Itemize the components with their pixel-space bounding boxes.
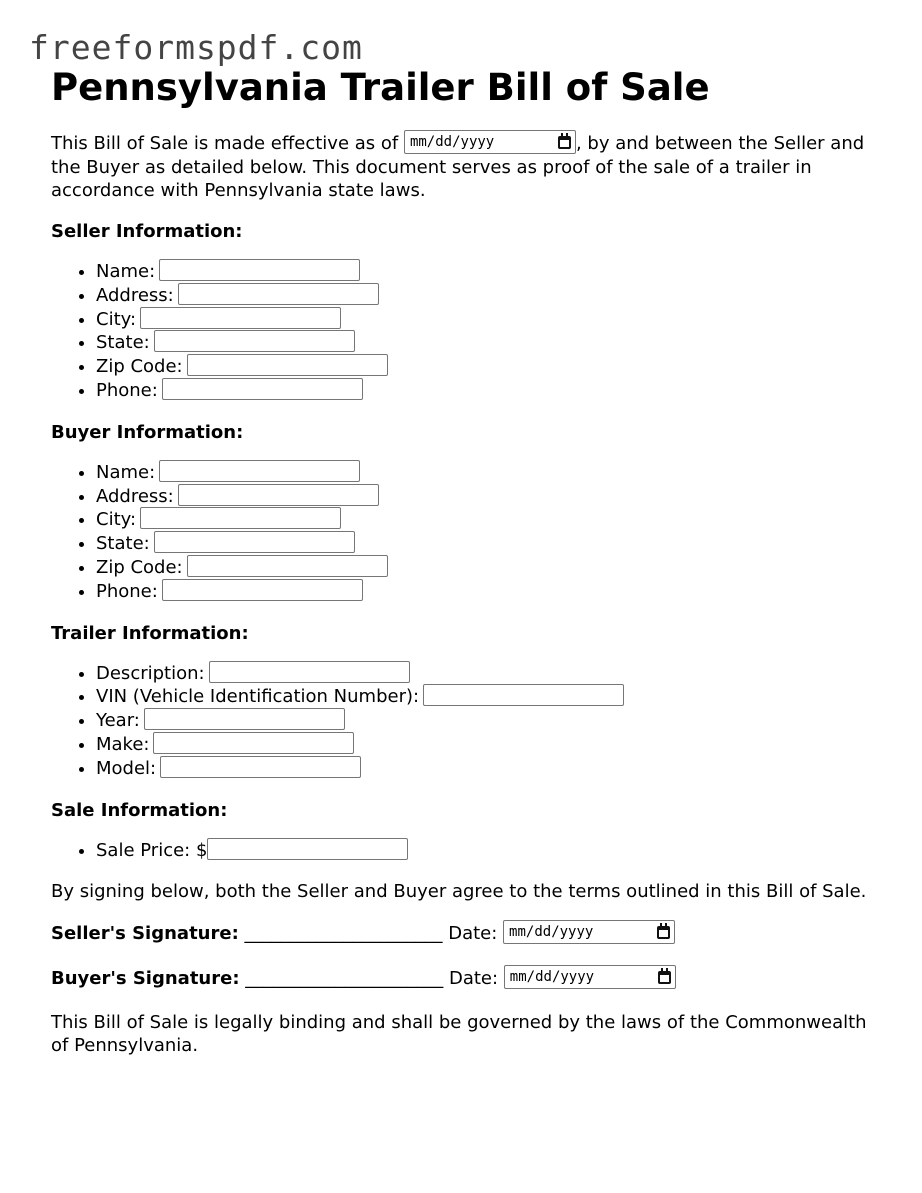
seller-signature-line: ______________________ — [238, 923, 449, 945]
intro-paragraph — [51, 132, 881, 202]
date-placeholder: mm/dd/yyyy — [409, 133, 495, 150]
trailer-model-label: Model: — [96, 757, 157, 779]
watermark: freeformspdf.com — [29, 28, 363, 67]
list-item — [96, 532, 881, 556]
seller-zip-input[interactable] — [187, 354, 388, 376]
list-item — [96, 580, 881, 604]
seller-phone-input[interactable] — [162, 378, 363, 400]
date-placeholder: mm/dd/yyyy — [509, 969, 595, 986]
trailer-vin-input[interactable] — [423, 684, 624, 706]
list-item — [96, 757, 881, 781]
buyer-phone-label: Phone: — [96, 580, 158, 602]
trailer-fields — [51, 662, 881, 781]
buyer-date-label: Date: — [448, 968, 504, 990]
sale-price-input[interactable] — [207, 838, 408, 860]
trailer-make-label: Make: — [96, 733, 150, 755]
seller-name-label: Name: — [96, 261, 156, 282]
trailer-model-input[interactable] — [160, 756, 361, 778]
buyer-city-label: City: — [96, 509, 137, 531]
seller-zip-label: Zip Code: — [96, 356, 183, 378]
calendar-icon[interactable] — [558, 136, 571, 149]
list-item — [96, 709, 881, 733]
seller-heading: Seller Information: — [51, 221, 243, 242]
intro-text-after: , by and between the Seller and the Buyer as detailed below. This document serves as proof of the sale of a trailer in accordance with Pennsylvania state laws. — [51, 133, 865, 201]
seller-date-input[interactable] — [503, 920, 675, 944]
trailer-year-input[interactable] — [144, 708, 345, 730]
trailer-make-input[interactable] — [153, 732, 354, 754]
effective-date-input[interactable] — [404, 130, 576, 154]
list-item — [96, 485, 881, 509]
seller-signature-label: Seller's Signature: — [51, 923, 239, 945]
buyer-address-input[interactable] — [178, 484, 379, 506]
list-item — [96, 331, 881, 355]
document — [51, 64, 881, 1057]
intro-text-before: This Bill of Sale is made effective as of — [51, 133, 404, 154]
seller-name-input[interactable] — [159, 259, 360, 281]
seller-address-label: Address: — [96, 284, 174, 306]
buyer-state-input[interactable] — [154, 531, 355, 553]
page-title: Pennsylvania Trailer Bill of Sale — [51, 66, 710, 109]
seller-phone-label: Phone: — [96, 379, 158, 401]
list-item — [96, 508, 881, 532]
buyer-zip-input[interactable] — [187, 555, 388, 577]
trailer-description-label: Description: — [96, 662, 205, 684]
seller-city-input[interactable] — [140, 307, 341, 329]
buyer-state-label: State: — [96, 533, 150, 555]
sale-price-label: Sale Price: $ — [96, 839, 208, 861]
buyer-name-input[interactable] — [159, 460, 360, 482]
seller-fields — [51, 260, 881, 403]
buyer-city-input[interactable] — [140, 507, 341, 529]
sale-fields — [51, 839, 881, 863]
list-item — [96, 284, 881, 308]
trailer-vin-label: VIN (Vehicle Identification Number): — [96, 686, 420, 708]
seller-city-label: City: — [96, 308, 137, 330]
list-item — [96, 839, 881, 863]
list-item — [96, 355, 881, 379]
calendar-icon[interactable] — [658, 971, 671, 984]
seller-address-input[interactable] — [178, 283, 379, 305]
seller-state-input[interactable] — [154, 330, 355, 352]
buyer-name-label: Name: — [96, 461, 156, 483]
list-item — [96, 662, 881, 686]
list-item — [96, 685, 881, 709]
sale-heading: Sale Information: — [51, 799, 228, 821]
trailer-description-input[interactable] — [209, 661, 410, 683]
buyer-zip-label: Zip Code: — [96, 556, 183, 578]
seller-state-label: State: — [96, 332, 150, 354]
buyer-address-label: Address: — [96, 485, 174, 507]
seller-signature-row — [51, 921, 881, 947]
calendar-icon[interactable] — [657, 926, 670, 939]
list-item — [96, 260, 881, 284]
date-placeholder: mm/dd/yyyy — [509, 924, 594, 941]
buyer-date-input[interactable] — [504, 965, 676, 989]
buyer-fields — [51, 461, 881, 604]
list-item — [96, 733, 881, 757]
agreement-text: By signing below, both the Seller and Buyer agree to the terms outlined in this Bill of Sale. — [51, 881, 867, 903]
buyer-signature-line: ______________________ — [239, 968, 449, 990]
list-item — [96, 461, 881, 485]
list-item — [96, 379, 881, 403]
list-item — [96, 308, 881, 332]
buyer-signature-row — [51, 966, 881, 992]
trailer-heading: Trailer Information: — [51, 622, 249, 644]
seller-date-label: Date: — [448, 923, 504, 945]
buyer-signature-label: Buyer's Signature: — [51, 968, 240, 990]
buyer-phone-input[interactable] — [162, 579, 363, 601]
buyer-heading: Buyer Information: — [51, 421, 244, 443]
list-item — [96, 556, 881, 580]
closing-text: This Bill of Sale is legally binding and shall be governed by the laws of the Commonwealth of Pennsylvania. — [51, 1012, 867, 1057]
trailer-year-label: Year: — [96, 710, 140, 732]
